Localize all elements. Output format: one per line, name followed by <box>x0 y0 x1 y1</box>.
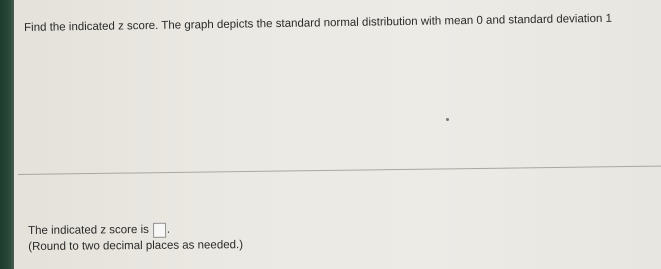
left-panel-edge <box>0 0 14 269</box>
answer-prefix: The indicated z score is <box>28 223 149 237</box>
z-score-answer-input[interactable] <box>153 222 166 237</box>
question-text: Find the indicated z score. The graph depicts the standard normal distribution with mean 0 and standard deviation 1 <box>24 12 613 34</box>
section-divider <box>18 165 661 175</box>
answer-line <box>28 220 243 240</box>
graph-area-dot <box>446 118 449 121</box>
answer-suffix: . <box>166 223 171 236</box>
rounding-instruction: (Round to two decimal places as needed.) <box>28 239 244 253</box>
answer-section <box>28 220 243 253</box>
